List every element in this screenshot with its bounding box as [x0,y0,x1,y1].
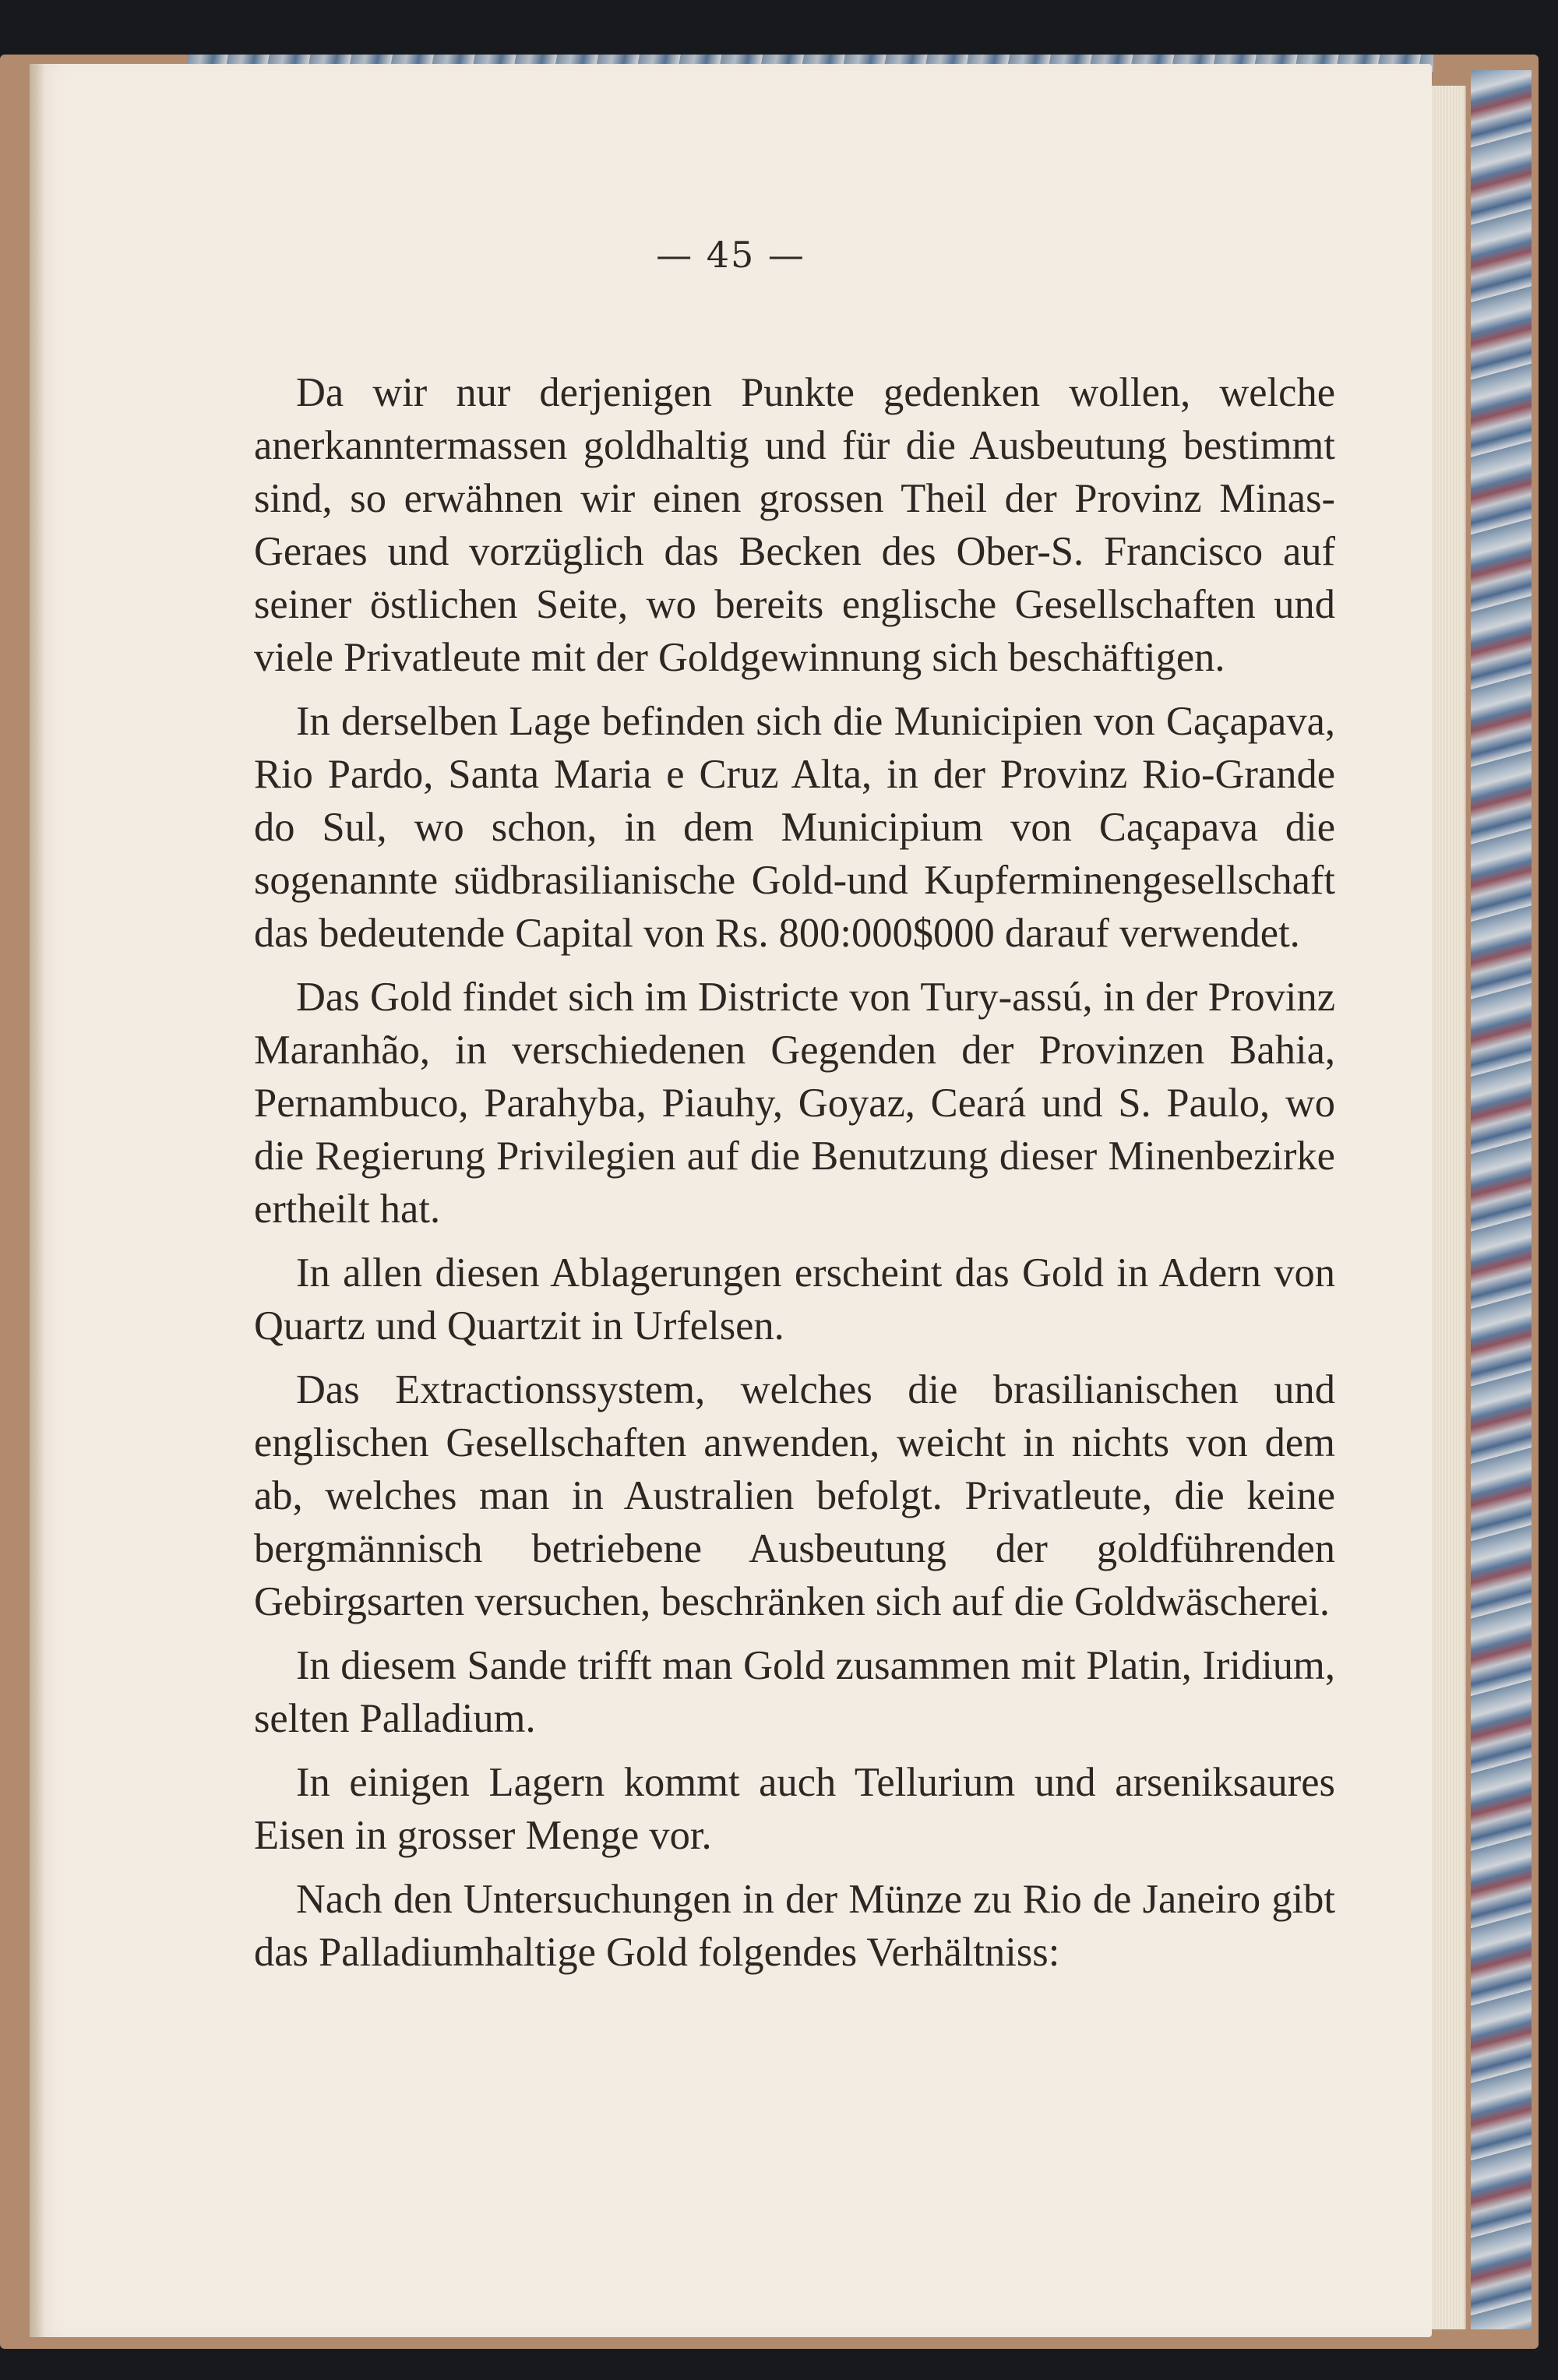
page-gutter-shadow [30,64,45,2337]
marbled-edge-right [1471,70,1532,2329]
body-text [254,366,1335,1990]
book-page [30,64,1432,2337]
paragraph: Das Gold findet sich im Districte von Tury-assú, in der Provinz Maranhão, in verschiedenen Gegenden der Provinzen Bahia, Pernambuco, Parahyba, Piauhy, Goyaz, Ceará und S. Paulo, wo die Regierung Privilegien auf die Benutzung dieser Minenbezirke ertheilt hat. [254,975,1335,1232]
page-number: — 45 — [656,234,805,276]
paragraph: In allen diesen Ablagerungen erscheint das Gold in Adern von Quartz und Quartzit in Urfelsen. [254,1250,1335,1349]
paragraph: In derselben Lage befinden sich die Municipien von Caçapava, Rio Pardo, Santa Maria e Cruz Alta, in der Provinz Rio-Grande do Sul, wo schon, in dem Municipium von Caçapava die sogenannte südbrasilianische Gold-und Kupferminengesellschaft das bedeutende Capital von Rs. 800:000$000 darauf verwendet. [254,699,1335,956]
paragraph: Nach den Untersuchungen in der Münze zu Rio de Janeiro gibt das Palladiumhaltige Gold folgendes Verhältniss: [254,1877,1335,1975]
paragraph: Das Extractionssystem, welches die brasilianischen und englischen Gesellschaften anwenden, weicht in nichts von dem ab, welches man in Australien befolgt. Privatleute, die keine bergmännisch betriebene Ausbeutung der goldführenden Gebirgsarten versuchen, beschränken sich auf die Goldwäscherei. [254,1367,1335,1624]
paragraph: Da wir nur derjenigen Punkte gedenken wollen, welche anerkanntermassen goldhaltig und für die Ausbeutung bestimmt sind, so erwähnen wir einen grossen Theil der Provinz Minas-Geraes und vorzüglich das Becken des Ober-S. Francisco auf seiner östlichen Seite, wo bereits englische Gesellschaften und viele Privatleute mit der Goldgewinnung sich beschäftigen. [254,370,1335,680]
paragraph: In diesem Sande trifft man Gold zusammen mit Platin, Iridium, selten Palladium. [254,1643,1335,1741]
paragraph: In einigen Lagern kommt auch Tellurium und arseniksaures Eisen in grosser Menge vor. [254,1760,1335,1858]
